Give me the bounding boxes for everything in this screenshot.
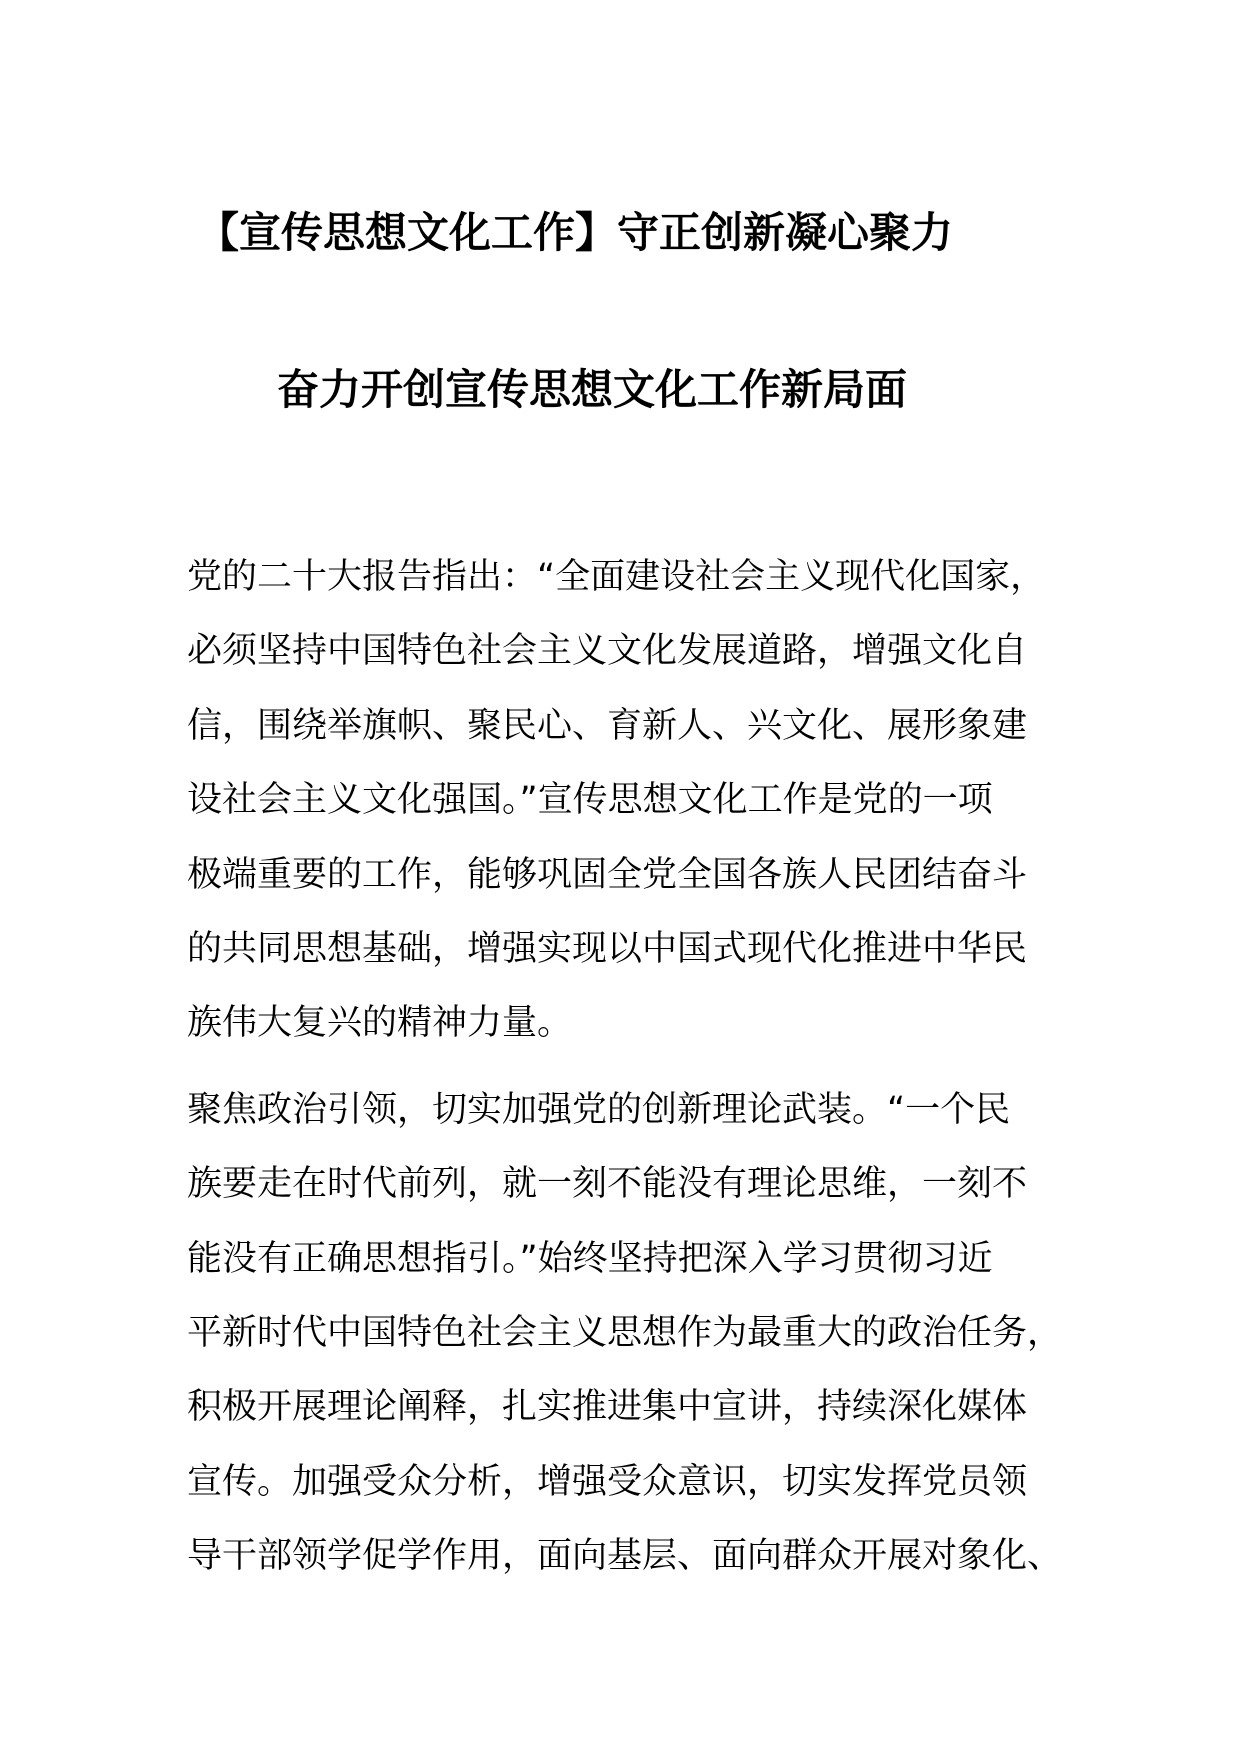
paragraph-1-line-7: 族伟大复兴的精神力量。 [187, 1003, 573, 1044]
document-title-line-2: 奋力开创宣传思想文化工作新局面 [277, 365, 908, 414]
paragraph-2-line-6: 宣传。加强受众分析，增强受众意识，切实发挥党员领 [187, 1461, 1028, 1502]
paragraph-2-line-1: 聚焦政治引领，切实加强党的创新理论武装。“一个民 [187, 1089, 1011, 1130]
paragraph-1-line-5: 极端重要的工作，能够巩固全党全国各族人民团结奋斗 [187, 854, 1028, 895]
paragraph-1-line-4: 设社会主义文化强国。”宣传思想文化工作是党的一项 [187, 780, 993, 821]
document-title-line-1: 【宣传思想文化工作】守正创新凝心聚力 [197, 208, 954, 257]
paragraph-2-line-5: 积极开展理论阐释，扎实推进集中宣讲，持续深化媒体 [187, 1387, 1028, 1428]
paragraph-2-line-7: 导干部领学促学作用，面向基层、面向群众开展对象化、 [187, 1536, 1063, 1577]
document-body [187, 540, 1087, 1594]
paragraph-1-line-1: 党的二十大报告指出：“全面建设社会主义现代化国家， [187, 557, 1046, 597]
paragraph-2-line-3: 能没有正确思想指引。”始终坚持把深入学习贯彻习近 [187, 1238, 993, 1279]
paragraph-1-line-3: 信，围绕举旗帜、聚民心、育新人、兴文化、展形象建 [187, 705, 1028, 746]
paragraph-2-line-2: 族要走在时代前列，就一刻不能没有理论思维，一刻不 [187, 1164, 1028, 1205]
paragraph-1-line-2: 必须坚持中国特色社会主义文化发展道路，增强文化自 [187, 631, 1028, 672]
paragraph-1-line-6: 的共同思想基础，增强实现以中国式现代化推进中华民 [187, 929, 1028, 970]
paragraph-2-line-4: 平新时代中国特色社会主义思想作为最重大的政治任务， [187, 1313, 1063, 1354]
paragraph-1 [187, 540, 1087, 1061]
paragraph-2 [187, 1073, 1087, 1594]
